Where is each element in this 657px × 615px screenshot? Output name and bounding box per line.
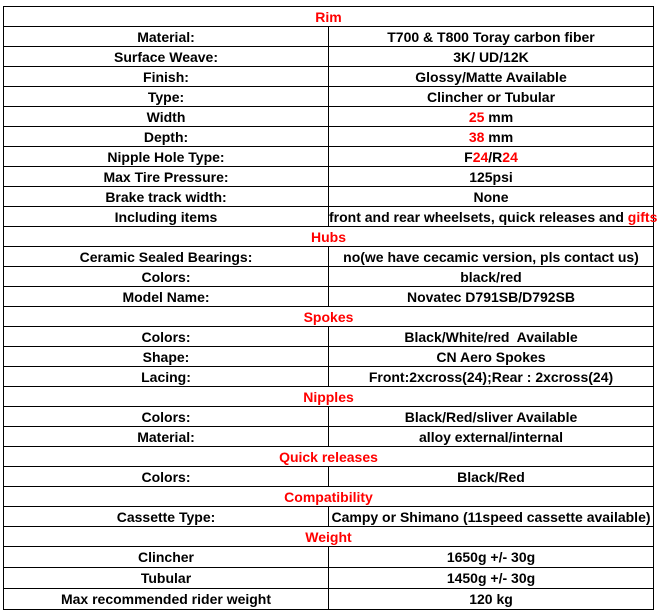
spec-label: Finish:	[4, 67, 329, 87]
spec-value: CN Aero Spokes	[329, 347, 654, 367]
table-row	[4, 589, 654, 610]
spec-label: Material:	[4, 27, 329, 47]
spec-value: Glossy/Matte Available	[329, 67, 654, 87]
spec-label: Brake track width:	[4, 187, 329, 207]
table-row	[4, 247, 654, 267]
table-row	[4, 27, 654, 47]
spec-value: 1450g +/- 30g	[329, 568, 654, 589]
table-row	[4, 267, 654, 287]
including-items-gifts: gifts	[627, 208, 657, 225]
spec-label: Tubular	[4, 568, 329, 589]
nipple-front-count: 24	[472, 148, 489, 165]
spec-value-width	[329, 107, 654, 127]
spec-value: Black/Red/sliver Available	[329, 407, 654, 427]
table-row	[4, 127, 654, 147]
table-row	[4, 327, 654, 347]
table-row	[4, 47, 654, 67]
spec-label: Lacing:	[4, 367, 329, 387]
spec-label: Max recommended rider weight	[4, 589, 329, 610]
table-row	[4, 67, 654, 87]
nipple-rear-count: 24	[502, 148, 518, 165]
spec-label: Width	[4, 107, 329, 127]
spec-label: Clincher	[4, 547, 329, 568]
table-row	[4, 467, 654, 487]
table-row	[4, 167, 654, 187]
spec-label: Colors:	[4, 467, 329, 487]
including-items-text: front and rear wheelsets, quick releases and	[329, 208, 628, 225]
spec-value: T700 & T800 Toray carbon fiber	[329, 27, 654, 47]
section-row-compatibility	[4, 487, 654, 507]
spec-label: Cassette Type:	[4, 507, 329, 527]
nipple-front-prefix: F	[464, 148, 473, 165]
spec-label: Material:	[4, 427, 329, 447]
spec-label: Model Name:	[4, 287, 329, 307]
spec-value: 125psi	[329, 167, 654, 187]
depth-unit: mm	[484, 128, 514, 145]
nipple-separator: /R	[488, 148, 503, 165]
width-number: 25	[468, 108, 485, 125]
section-header-spokes: Spokes	[4, 307, 654, 327]
spec-label: Colors:	[4, 407, 329, 427]
spec-value: 120 kg	[329, 589, 654, 610]
spec-label: Shape:	[4, 347, 329, 367]
table-row	[4, 207, 654, 227]
spec-value: black/red	[329, 267, 654, 287]
section-row-weight	[4, 527, 654, 547]
spec-label: Colors:	[4, 327, 329, 347]
spec-label: Colors:	[4, 267, 329, 287]
table-row	[4, 407, 654, 427]
spec-value: no(we have cecamic version, pls contact us)	[329, 247, 654, 267]
spec-label: Depth:	[4, 127, 329, 147]
spec-value: Black/Red	[329, 467, 654, 487]
spec-label: Type:	[4, 87, 329, 107]
spec-value-depth	[329, 127, 654, 147]
section-row-spokes	[4, 307, 654, 327]
spec-value: alloy external/internal	[329, 427, 654, 447]
section-header-nipples: Nipples	[4, 387, 654, 407]
spec-value: None	[329, 187, 654, 207]
table-row	[4, 107, 654, 127]
section-header-weight: Weight	[4, 527, 654, 547]
spec-label: Surface Weave:	[4, 47, 329, 67]
spec-value-including-items	[329, 207, 657, 227]
spec-value: Campy or Shimano (11speed cassette available)	[329, 507, 654, 527]
spec-value: Clincher or Tubular	[329, 87, 654, 107]
table-row	[4, 547, 654, 568]
section-row-hubs	[4, 227, 654, 247]
section-header-compatibility: Compatibility	[4, 487, 654, 507]
table-row	[4, 147, 654, 167]
width-unit: mm	[484, 108, 514, 125]
table-row	[4, 507, 654, 527]
section-header-rim: Rim	[4, 7, 654, 27]
table-row	[4, 367, 654, 387]
section-row-nipples	[4, 387, 654, 407]
table-row	[4, 568, 654, 589]
spec-value: Black/White/red Available	[329, 327, 654, 347]
section-row-rim	[4, 7, 654, 27]
spec-label: Ceramic Sealed Bearings:	[4, 247, 329, 267]
section-header-quick-releases: Quick releases	[4, 447, 654, 467]
spec-label: Including items	[4, 207, 329, 227]
spec-value: 3K/ UD/12K	[329, 47, 654, 67]
section-row-quick-releases	[4, 447, 654, 467]
spec-table	[3, 6, 657, 610]
spec-value: Front:2xcross(24);Rear : 2xcross(24)	[329, 367, 654, 387]
section-header-hubs: Hubs	[4, 227, 654, 247]
spec-value-nipple-hole	[329, 147, 654, 167]
spec-value: 1650g +/- 30g	[329, 547, 654, 568]
table-row	[4, 427, 654, 447]
table-row	[4, 187, 654, 207]
table-row	[4, 287, 654, 307]
spec-label: Nipple Hole Type:	[4, 147, 329, 167]
spec-label: Max Tire Pressure:	[4, 167, 329, 187]
depth-number: 38	[468, 128, 485, 145]
table-row	[4, 347, 654, 367]
table-row	[4, 87, 654, 107]
spec-value: Novatec D791SB/D792SB	[329, 287, 654, 307]
